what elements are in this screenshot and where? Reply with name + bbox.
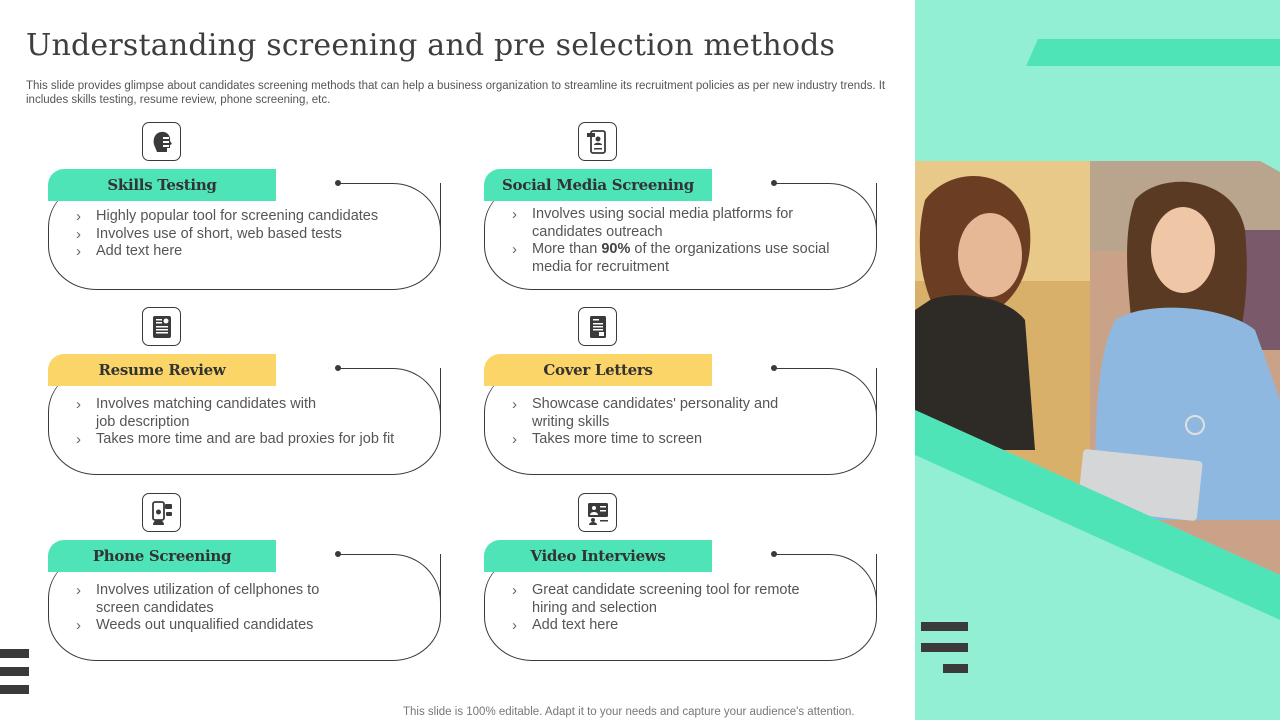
bullet-item: › Add text here bbox=[76, 243, 416, 261]
card-title: Social Media Screening bbox=[484, 169, 712, 201]
connector-dot bbox=[771, 180, 777, 186]
phone-profile-icon bbox=[578, 122, 617, 161]
bullet-item: › Takes more time to screen bbox=[512, 431, 852, 449]
bullet-list bbox=[76, 208, 416, 261]
card-title: Skills Testing bbox=[48, 169, 276, 201]
right-decor-panel bbox=[915, 0, 1280, 720]
card-video-interviews bbox=[484, 493, 877, 663]
highlight-percentage: 90% bbox=[601, 241, 631, 257]
slide-subtitle: This slide provides glimpse about candidates screening methods that can help a business organization to streamline its recruitment policies as per new industry trends. It includes skills testing, resume review, phone screening, etc. bbox=[26, 80, 886, 106]
connector-dot bbox=[335, 180, 341, 186]
card-title: Cover Letters bbox=[484, 354, 712, 386]
bullet-item: › Involves matching candidates with job description bbox=[76, 396, 326, 431]
bullet-item: › Great candidate screening tool for remote hiring and selection bbox=[512, 582, 812, 617]
bullet-list bbox=[76, 582, 416, 635]
card-social-media-screening bbox=[484, 122, 877, 292]
card-cover-letters bbox=[484, 307, 877, 477]
video-call-icon bbox=[578, 493, 617, 532]
card-resume-review bbox=[48, 307, 441, 477]
bullet-item: › Takes more time and are bad proxies for job fit bbox=[76, 431, 416, 449]
bullet-item: › Add text here bbox=[512, 617, 852, 635]
footer-note: This slide is 100% editable. Adapt it to your needs and capture your audience's attention. bbox=[403, 706, 855, 718]
bullet-item: › Involves use of short, web based tests bbox=[76, 226, 416, 244]
connector-dot bbox=[771, 551, 777, 557]
bullet-item: › Involves utilization of cellphones to screen candidates bbox=[76, 582, 331, 617]
bullet-list bbox=[512, 582, 852, 635]
bullet-item: › Showcase candidates' personality and writing skills bbox=[512, 396, 792, 431]
card-connector-line bbox=[774, 368, 828, 369]
person-phone-icon bbox=[142, 493, 181, 532]
resume-icon bbox=[142, 307, 181, 346]
card-connector-line bbox=[338, 183, 392, 184]
card-title: Phone Screening bbox=[48, 540, 276, 572]
bullet-list bbox=[76, 396, 416, 449]
bullet-list bbox=[512, 206, 852, 276]
card-connector-line bbox=[774, 183, 828, 184]
card-connector-line bbox=[338, 368, 392, 369]
bullet-item: › Highly popular tool for screening candidates bbox=[76, 208, 416, 226]
card-skills-testing bbox=[48, 122, 441, 292]
head-gear-icon bbox=[142, 122, 181, 161]
bullet-item: › More than 90% of the organizations use social media for recruitment bbox=[512, 241, 852, 276]
card-title: Video Interviews bbox=[484, 540, 712, 572]
connector-dot bbox=[771, 365, 777, 371]
connector-dot bbox=[335, 551, 341, 557]
card-connector-line bbox=[774, 554, 828, 555]
office-photo-illustration bbox=[915, 0, 1280, 720]
card-title: Resume Review bbox=[48, 354, 276, 386]
decorative-bars-left bbox=[0, 649, 29, 703]
slide-title: Understanding screening and pre selection methods bbox=[26, 28, 836, 63]
decorative-bars-right bbox=[921, 622, 969, 685]
bullet-item: › Involves using social media platforms for candidates outreach bbox=[512, 206, 852, 241]
bullet-item: › Weeds out unqualified candidates bbox=[76, 617, 416, 635]
document-icon bbox=[578, 307, 617, 346]
connector-dot bbox=[335, 365, 341, 371]
bullet-list bbox=[512, 396, 852, 449]
card-phone-screening bbox=[48, 493, 441, 663]
card-connector-line bbox=[338, 554, 392, 555]
